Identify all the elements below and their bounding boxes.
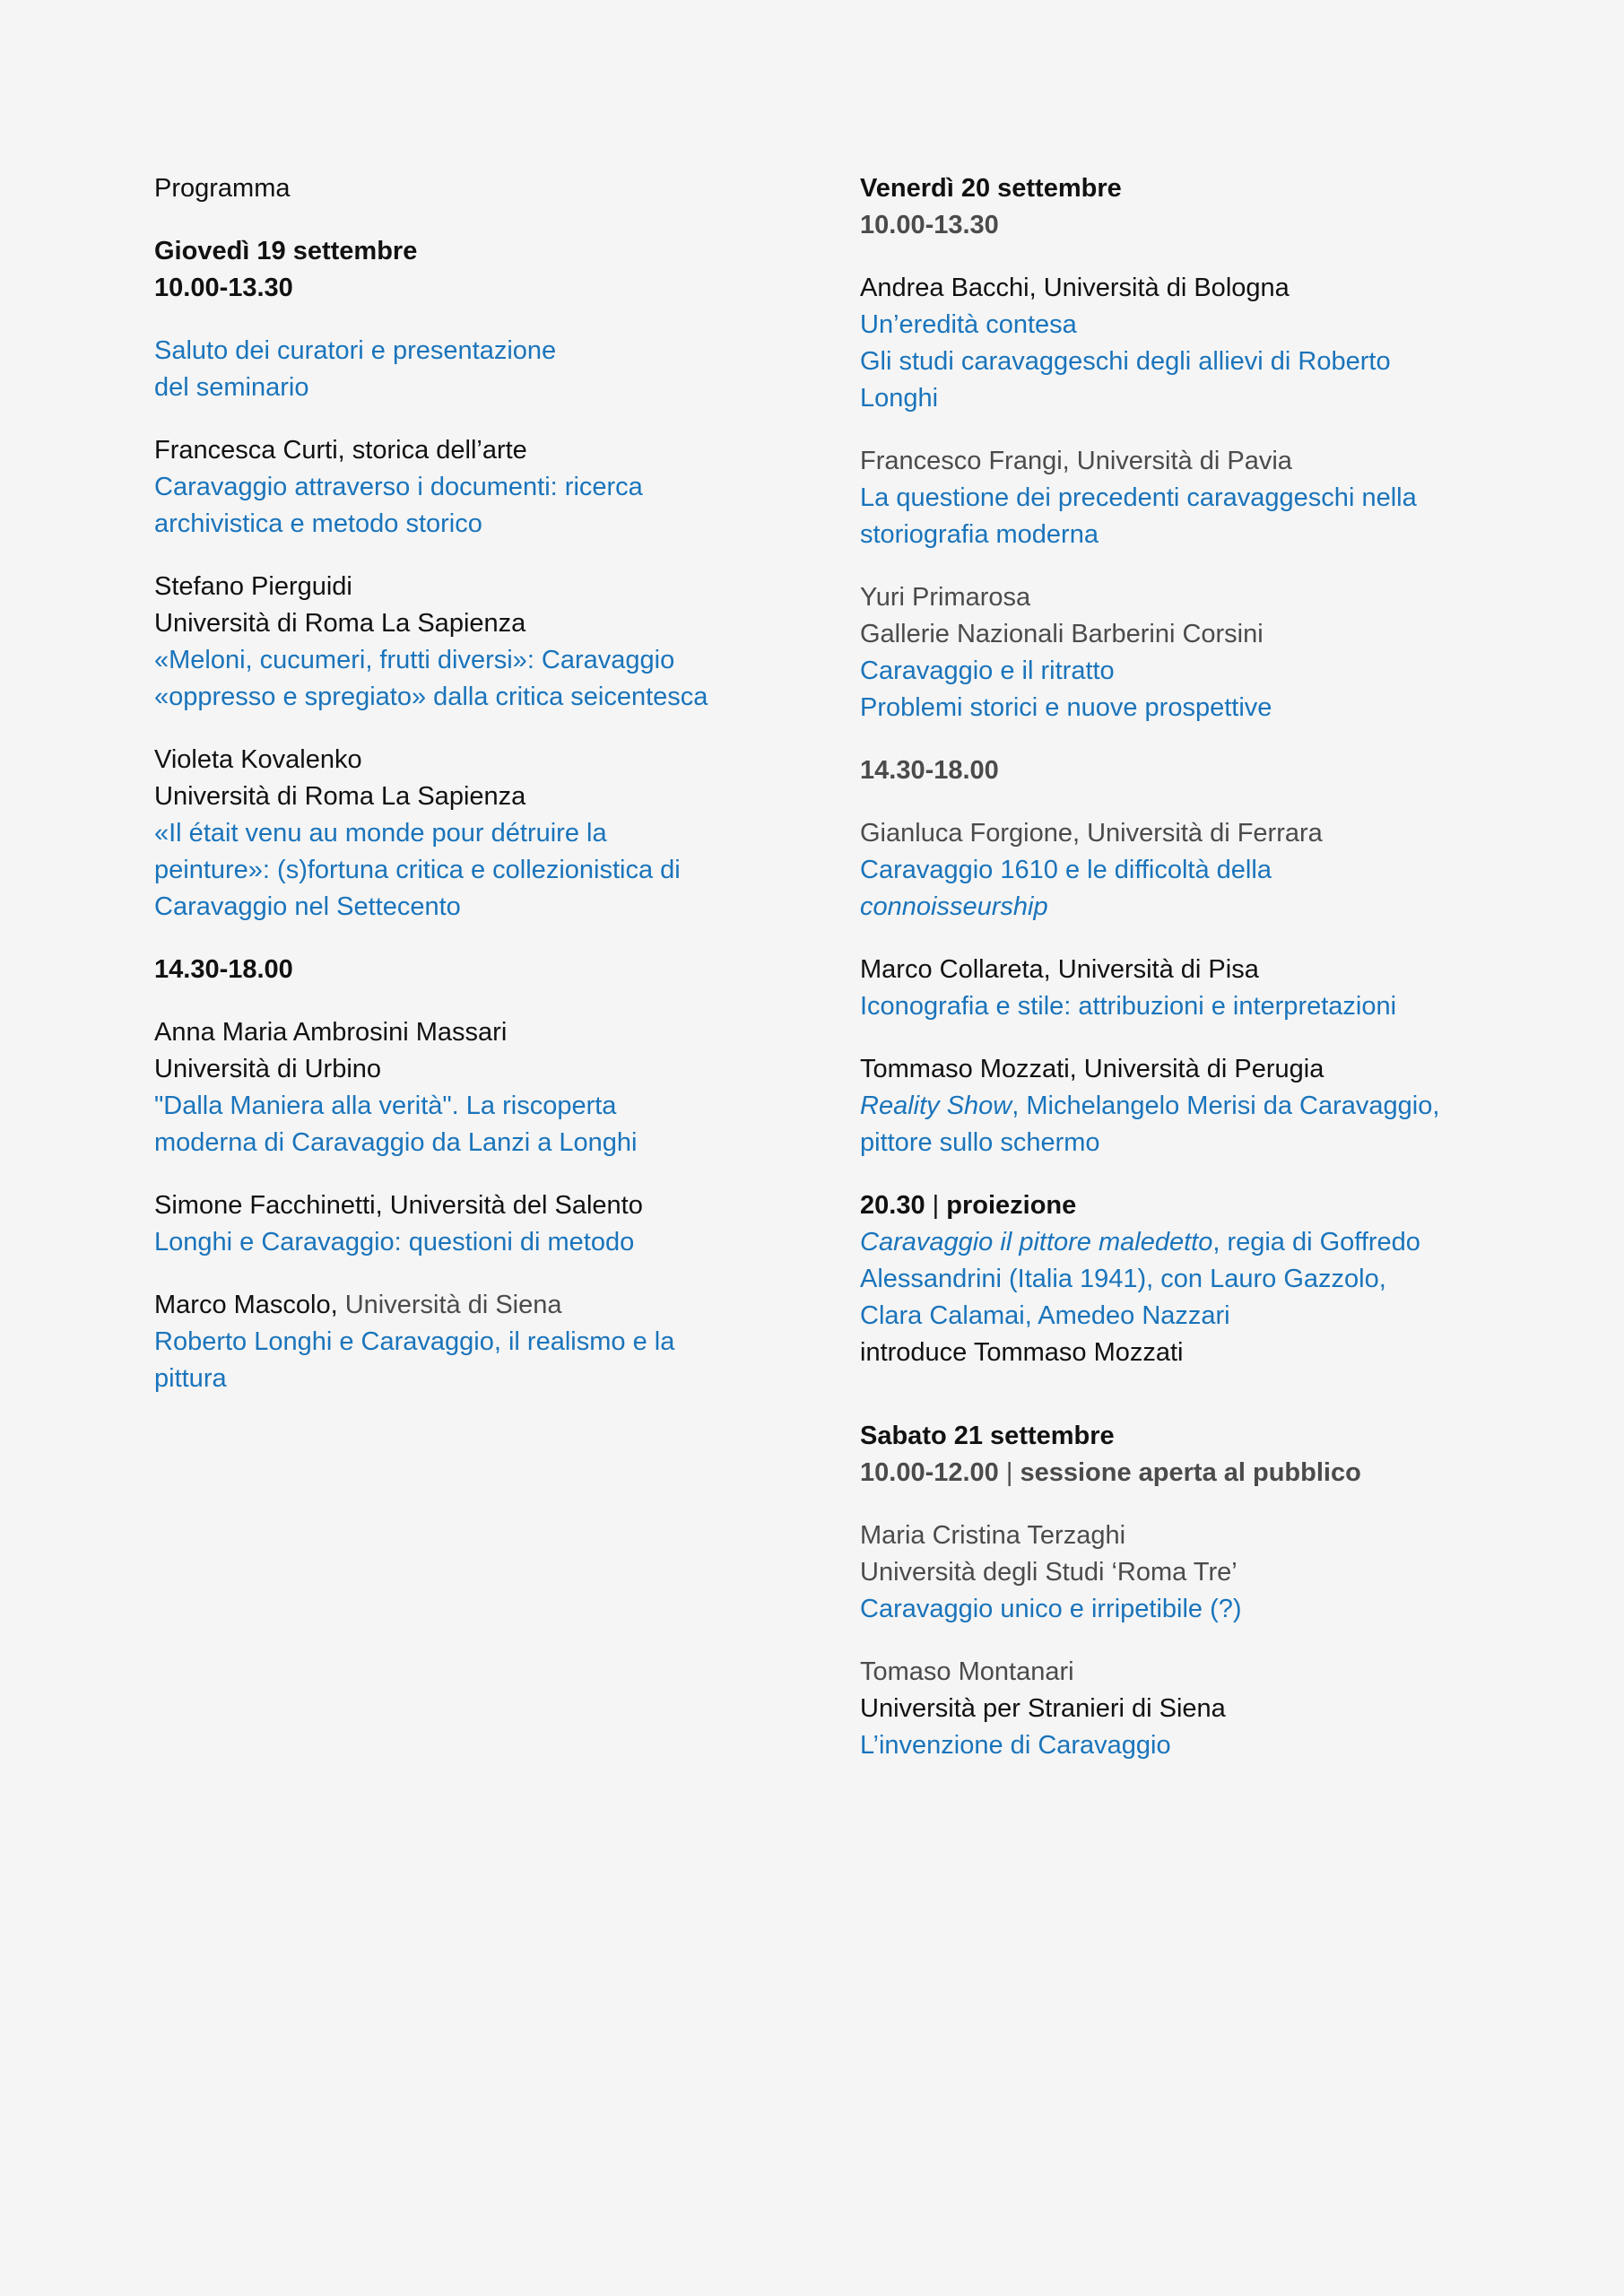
talk-title-line: "Dalla Maniera alla verità". La riscoperta xyxy=(154,1091,617,1120)
talk-speaker: Tomaso Montanari xyxy=(860,1657,1074,1686)
film-title-rest: , regia di Goffredo xyxy=(1212,1228,1420,1257)
talk-affiliation: Gallerie Nazionali Barberini Corsini xyxy=(860,620,1264,648)
talk-title-line: pittura xyxy=(154,1364,227,1393)
talk-speaker: Maria Cristina Terzaghi xyxy=(860,1521,1126,1550)
talk-speaker-line xyxy=(860,443,1506,480)
talk-title-line: peinture»: (s)fortuna critica e collezionistica di xyxy=(154,856,681,884)
program-heading: Programma xyxy=(154,174,291,203)
talk-affiliation: Università degli Studi ‘Roma Tre’ xyxy=(860,1558,1238,1587)
talk-title-line: Problemi storici e nuove prospettive xyxy=(860,693,1272,722)
welcome-line: del seminario xyxy=(154,373,309,402)
day2-talk3 xyxy=(860,579,1506,726)
day2-title: Venerdì 20 settembre xyxy=(860,174,1122,203)
talk-speaker: Yuri Primarosa xyxy=(860,583,1031,612)
talk-affiliation: Università per Stranieri di Siena xyxy=(860,1694,1226,1723)
talk-speaker: Anna Maria Ambrosini Massari xyxy=(154,1018,508,1047)
day1-talk1 xyxy=(154,432,782,543)
talk-title-line: Caravaggio e il ritratto xyxy=(860,657,1115,685)
talk-speaker: Tommaso Mozzati, Università di Perugia xyxy=(860,1055,1324,1083)
talk-title-line: Caravaggio nel Settecento xyxy=(154,892,461,921)
day2-afternoon-header xyxy=(860,752,1506,789)
talk-title-line xyxy=(860,1088,1506,1125)
day1-talk3 xyxy=(154,742,782,926)
talk-affiliation: Università di Roma La Sapienza xyxy=(154,782,526,811)
talk-title-line: Longhi e Caravaggio: questioni di metodo xyxy=(154,1228,635,1257)
day1-talk5 xyxy=(154,1187,782,1261)
talk-title-line: connoisseurship xyxy=(860,892,1048,921)
day3-session: sessione aperta al pubblico xyxy=(1020,1458,1361,1487)
talk-title-line: archivistica e metodo storico xyxy=(154,509,482,538)
screening-time: 20.30 xyxy=(860,1191,925,1220)
talk-speaker-name: Marco Mascolo, xyxy=(154,1291,338,1319)
talk-title-line: moderna di Caravaggio da Lanzi a Longhi xyxy=(154,1128,638,1157)
talk-title-line: La questione dei precedenti caravaggeschi nella xyxy=(860,483,1417,512)
talk-speaker: Stefano Pierguidi xyxy=(154,572,352,601)
talk-affiliation: Università di Urbino xyxy=(154,1055,382,1083)
day3-time: 10.00-12.00 xyxy=(860,1458,999,1487)
day3-title: Sabato 21 settembre xyxy=(860,1422,1115,1450)
right-column xyxy=(860,170,1506,1790)
day2-talk5 xyxy=(860,952,1506,1025)
program-heading-block xyxy=(154,170,782,207)
day2-morning-time: 10.00-13.30 xyxy=(860,211,999,239)
day2-talk1 xyxy=(860,270,1506,417)
talk-title-line: Caravaggio 1610 e le difficoltà della xyxy=(860,856,1272,884)
day1-morning-time: 10.00-13.30 xyxy=(154,274,293,302)
day2-afternoon-time: 14.30-18.00 xyxy=(860,756,999,785)
film-line: Alessandrini (Italia 1941), con Lauro Gazzolo, xyxy=(860,1265,1386,1293)
talk-title-line: Iconografia e stile: attribuzioni e interpretazioni xyxy=(860,992,1397,1021)
talk-speaker-name: Francesco Frangi, xyxy=(860,447,1070,475)
left-column xyxy=(154,170,782,1423)
talk-speaker: Simone Facchinetti, Università del Salento xyxy=(154,1191,643,1220)
talk-title-line: «Il était venu au monde pour détruire la xyxy=(154,819,607,848)
talk-speaker: Francesca Curti, storica dell’arte xyxy=(154,436,527,465)
day2-talk6 xyxy=(860,1051,1506,1161)
screening-separator: | xyxy=(925,1191,947,1220)
talk-title-line: Caravaggio attraverso i documenti: ricerca xyxy=(154,473,643,501)
film-line xyxy=(860,1224,1506,1261)
day1-talk6 xyxy=(154,1287,782,1397)
talk-title-line: Roberto Longhi e Caravaggio, il realismo e la xyxy=(154,1327,675,1356)
talk-title-line: Un’eredità contesa xyxy=(860,310,1077,339)
talk-speaker-affiliation: Università di Pavia xyxy=(1069,447,1292,475)
talk-speaker: Andrea Bacchi, Università di Bologna xyxy=(860,274,1290,302)
talk-title-italic: Reality Show xyxy=(860,1091,1012,1120)
talk-title-line: L’invenzione di Caravaggio xyxy=(860,1731,1171,1760)
talk-speaker: Gianluca Forgione, Università di Ferrara xyxy=(860,819,1323,848)
day1-header xyxy=(154,233,782,307)
talk-title-line: Longhi xyxy=(860,384,939,413)
talk-speaker: Marco Collareta, Università di Pisa xyxy=(860,955,1259,984)
day2-screening xyxy=(860,1187,1506,1371)
day3-time-line xyxy=(860,1455,1506,1492)
talk-affiliation: Università di Roma La Sapienza xyxy=(154,609,526,638)
welcome-line: Saluto dei curatori e presentazione xyxy=(154,336,557,365)
day1-title: Giovedì 19 settembre xyxy=(154,237,418,265)
day1-talk4 xyxy=(154,1014,782,1161)
talk-speaker-line xyxy=(154,1287,782,1324)
screening-intro: introduce Tommaso Mozzati xyxy=(860,1338,1184,1367)
talk-title-line: pittore sullo schermo xyxy=(860,1128,1100,1157)
screening-header xyxy=(860,1187,1506,1224)
day2-header xyxy=(860,170,1506,244)
talk-title-line: «Meloni, cucumeri, frutti diversi»: Caravaggio xyxy=(154,646,675,674)
talk-title-line: Caravaggio unico e irripetibile (?) xyxy=(860,1595,1242,1623)
screening-label: proiezione xyxy=(946,1191,1077,1220)
film-title: Caravaggio il pittore maledetto xyxy=(860,1228,1213,1257)
day3-talk1 xyxy=(860,1518,1506,1628)
talk-title-line: storiografia moderna xyxy=(860,520,1099,549)
talk-speaker-affiliation: Università di Siena xyxy=(337,1291,562,1319)
day3-talk2 xyxy=(860,1654,1506,1764)
day1-welcome xyxy=(154,333,782,406)
day3-separator: | xyxy=(998,1458,1020,1487)
day2-talk2 xyxy=(860,443,1506,553)
talk-title-rest: , Michelangelo Merisi da Caravaggio, xyxy=(1012,1091,1440,1120)
talk-title-line: Gli studi caravaggeschi degli allievi di Roberto xyxy=(860,347,1391,376)
day1-afternoon-time: 14.30-18.00 xyxy=(154,955,293,984)
talk-title-line: «oppresso e spregiato» dalla critica seicentesca xyxy=(154,683,708,711)
day2-talk4 xyxy=(860,815,1506,926)
film-line: Clara Calamai, Amedeo Nazzari xyxy=(860,1301,1230,1330)
day1-afternoon-header xyxy=(154,952,782,988)
talk-speaker: Violeta Kovalenko xyxy=(154,745,362,774)
day3-header xyxy=(860,1418,1506,1492)
day1-talk2 xyxy=(154,569,782,716)
